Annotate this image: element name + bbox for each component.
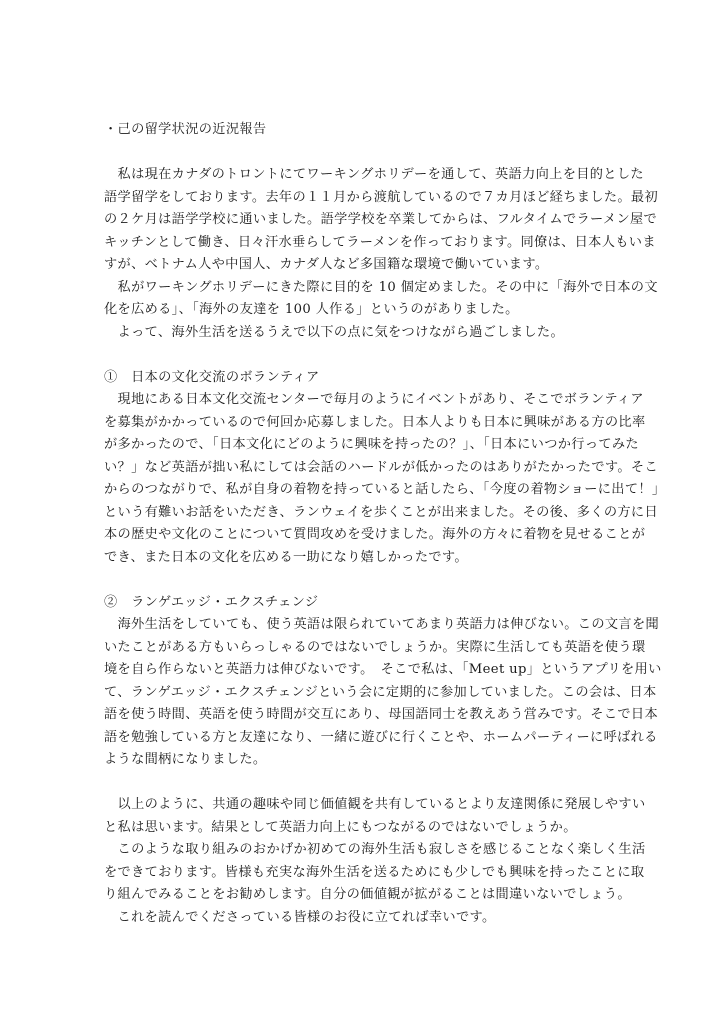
intro-paragraph xyxy=(104,164,658,344)
text-line: て、ランゲエッジ・エクスチェンジという会に定期的に参加していました。この会は、日本 xyxy=(104,684,657,700)
section1-title: ① 日本の文化交流のボランティア xyxy=(104,369,320,385)
text-line: 私がワーキングホリデーにきた際に目的を 10 個定めました。その中に「海外で日本の文 xyxy=(104,279,658,295)
text-line: 現地にある日本文化交流センターで毎月のようにイベントがあり、そこでボランティア xyxy=(104,392,644,407)
text-line: 以上のように、共通の趣味や同じ価値観を共有しているとより友達関係に発展しやすい xyxy=(104,797,646,812)
spacer xyxy=(104,344,632,367)
text-line: すが、ベトナム人や中国人、カナダ人など多国籍な環境で働いています。 xyxy=(104,257,549,272)
spacer xyxy=(104,772,632,795)
text-line: 私は現在カナダのトロントにてワーキングホリデーを通して、英語力向上を目的とした xyxy=(104,167,644,182)
text-line: 海外生活をしていても、使う英語は限られていてあまり英語力は伸びない。この文言を聞 xyxy=(104,617,660,632)
document-body xyxy=(104,119,666,929)
text-line: い？」など英語が拙い私にしては会話のハードルが低かったのはありがたかったです。そこ xyxy=(104,459,658,475)
text-line: と私は思います。結果として英語力向上にもつながるのではないでしょうか。 xyxy=(104,819,577,835)
text-line: り組んでみることをお勧めします。自分の価値観が拡がることは間違いないでしょう。 xyxy=(104,887,631,902)
section2-title: ② ランゲエッジ・エクスチェンジ xyxy=(104,594,319,610)
text-line: という有難いお話をいただき、ランウェイを歩くことが出来ました。その後、多くの方に日 xyxy=(104,504,658,520)
text-line: このような取り組みのおかげか初めての海外生活も寂しさを感じることなく楽しく生活 xyxy=(104,842,646,857)
text-line: 化を広める」、「海外の友達を 100 人作る」というのがありました。 xyxy=(104,302,519,317)
text-line: 本の歴史や文化のことについて質問攻めを受けました。海外の方々に着物を見せることが xyxy=(104,527,646,542)
spacer xyxy=(104,142,632,165)
text-line: の２ケ月は語学学校に通いました。語学学校を卒業してからは、フルタイムでラーメン屋で xyxy=(104,212,658,227)
text-line: をできております。皆様も充実な海外生活を送るためにも少しでも興味を持ったことに取 xyxy=(104,864,645,880)
document-heading: ・己の留学状況の近況報告 xyxy=(104,122,267,137)
text-line: よって、海外生活を送るうえで以下の点に気をつけながら過ごしました。 xyxy=(104,324,565,340)
text-line: 語学留学をしております。去年の１１月から渡航しているので７カ月ほど経ちました。最初 xyxy=(104,189,658,205)
text-line: いたことがある方もいらっしゃるのではないでしょうか。実際に生活しても英語を使う環 xyxy=(104,639,646,655)
text-line: でき、また日本の文化を広める一助になり嬉しかったです。 xyxy=(104,549,468,565)
section1-paragraph xyxy=(104,389,666,569)
conclusion-paragraph xyxy=(104,794,646,929)
text-line: からのつながりで、私が自身の着物を持っていると話したら、「今度の着物ショーに出て！」 xyxy=(104,482,666,497)
text-line: キッチンとして働き、日々汗水垂らしてラーメンを作っております。同僚は、日本人もいま xyxy=(104,234,656,250)
text-line: 語を使う時間、英語を使う時間が交互にあり、母国語同士を教えあう営みです。そこで日本 xyxy=(104,707,658,722)
text-line: 境を自ら作らないと英語力は伸びないです。 そこで私は、「Meet up」というアプリを用い xyxy=(104,662,662,677)
text-line: を募集がかかっているので何回か応募しました。日本人よりも日本に興味がある方の比率 xyxy=(104,414,646,430)
text-line: ような間柄になりました。 xyxy=(104,752,267,767)
text-line: が多かったので、「日本文化にどのように興味を持ったの？」、「日本にいつか行ってみた xyxy=(104,437,639,452)
spacer xyxy=(104,569,632,592)
section2-paragraph xyxy=(104,614,662,772)
text-line: これを読んでくださっている皆様のお役に立てれば幸いです。 xyxy=(104,909,496,925)
text-line: 語を勉強している方と友達になり、一緒に遊びに行くことや、ホームパーティーに呼ばれる xyxy=(104,729,658,745)
